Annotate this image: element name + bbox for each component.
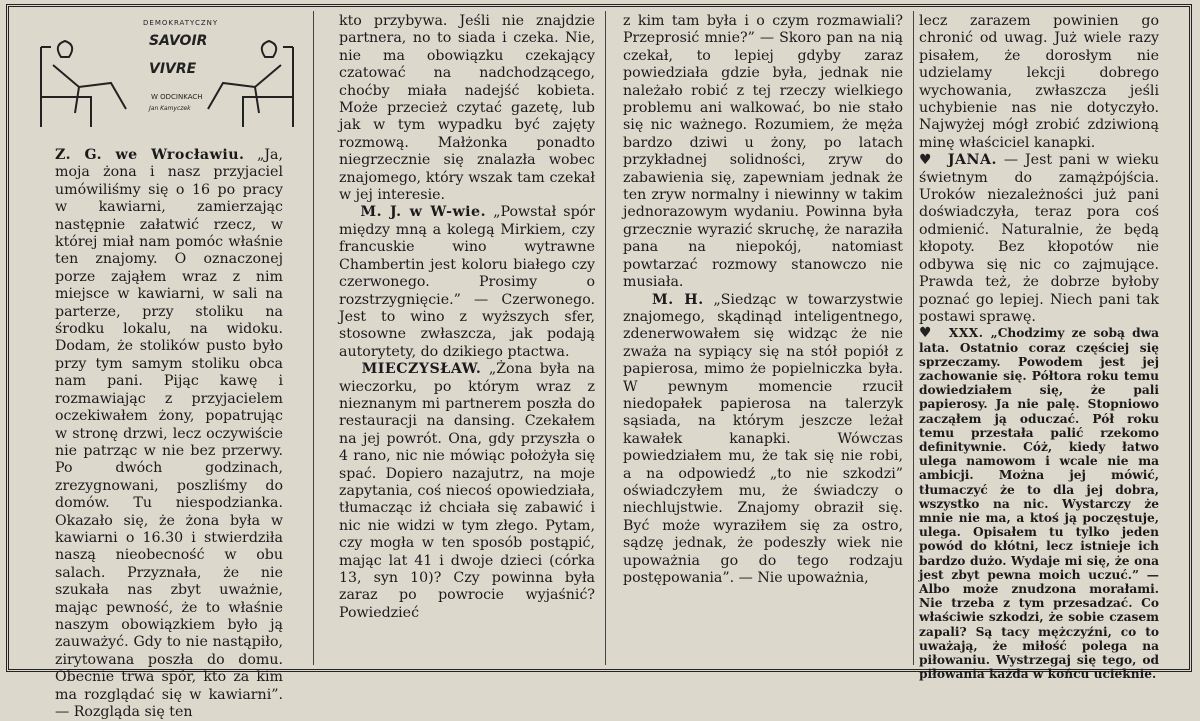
column-4	[919, 13, 1159, 682]
letter-body: „Żona była na wieczorku, po którym wraz z nieznanym mi partnerem poszła do restauracji na dansing. Czekałem na jej powrót. Ona, gdy przyszła o 4 rano, nic nie mówiąc położyła się spać. Dopiero nazajutrz, na moje zapytania, coś niecoś opowiedziała, tłumacząc iż chciała się zabawić i nic nie widzi w tym złego. Pytam, czy mogła w ten sposób postąpić, mając lat 41 i dwoje dzieci (córka 13, syn 10)? Czy powinna była zaraz po powrocie wyjaśnić? Powiedzieć	[339, 361, 595, 621]
column-divider	[605, 11, 606, 665]
column-header-illustration	[31, 17, 301, 143]
letter-zg	[55, 147, 283, 721]
reply-continuation: z kim tam była i o czym rozmawiali? Przeprosić mnie?” — Skoro pan na nią czekał, to lepiej gdyby zaraz powiedziała gdzie była, jednak nie należało robić z tej rzeczy wielkiego problemu ani walkować, bo nie stało się nic ważnego. Rozumiem, że męża bardzo dziwi u żony, po latach przykładnej solidności, zryw do zabawienia się, zapewniam jednak że ten zryw normalny i niewinny w takim jednorazowym wydaniu. Powinna była grzecznie wyrazić skruchę, że naraziła pana na niepokój, natomiast powtarzać rozmowy stanowczo nie musiała.	[623, 13, 903, 291]
letter-mh	[623, 292, 903, 588]
letter-body: — Jest pani w wieku świetnym do zamążpójścia. Uroków niezależności już pani doświadczyła, teraz pora coś odmienić. Naturalnie, że będą kłopoty. Bez kłopotów nie odbywa się nic co zajmujące. Prawda też, że dobrze byłoby poznać go lepiej. Niech pani tak postawi sprawę.	[919, 152, 1159, 325]
letter-body: „Siedząc w towarzystwie znajomego, skądinąd inteligentnego, zdenerwowałem się widząc że nie zważa na sypiący się na stół popiół z papierosa, mimo że popielniczka była. W pewnym momencie rzucił niedopałek papierosa na talerzyk sąsiada, na którym jeszcze leżał kawałek kanapki. Wówczas powiedziałem mu, że tak się nie robi, a na odpowiedź „to nie szkodzi” oświadczyłem mu, że świadczy o niechlujstwie. Znajomy obraził się. Być może wyraziłem się za ostro, sądzę jednak, że podeszły wiek nie upoważnia go do tego rodzaju postępowania”. — Nie upoważnia,	[623, 291, 903, 586]
column-divider	[313, 11, 314, 665]
header-line-4: W ODCINKACH	[151, 93, 203, 101]
reply-continuation: kto przybywa. Jeśli nie znajdzie partnera, no to siada i czeka. Nie, nie ma obowiązku czekający czatować na nadchodzącego, choćby miała nadejść kobieta. Może przecież czytać gazetę, lub jak w tym wypadku być zajęty rozmową. Małżonka ponadto niegrzecznie się znalazła wobec znajomego, który wszak tam czekał w jej interesie.	[339, 13, 595, 204]
heart-icon: ♥	[919, 325, 935, 342]
header-line-1: DEMOKRATYCZNY	[143, 19, 219, 27]
newspaper-clipping	[6, 4, 1192, 720]
letter-mj	[339, 204, 595, 361]
letter-lead: M. J. w W-wie.	[360, 204, 487, 221]
column-divider	[913, 11, 914, 665]
header-author: Jan Kamyczek	[149, 105, 191, 112]
letter-lead: M. H.	[652, 291, 704, 308]
letter-lead: JANA.	[947, 152, 997, 169]
letter-mieczyslaw	[339, 361, 595, 622]
letter-lead: MIECZYSŁAW.	[361, 361, 482, 378]
letter-jana	[919, 152, 1159, 326]
heart-icon: ♥	[919, 152, 934, 169]
column-3	[623, 13, 903, 665]
letter-lead: Z. G. we Wrocławiu.	[55, 147, 245, 163]
letter-body: „Chodzimy ze sobą dwa lata. Ostatnio coraz częściej się sprzeczamy. Powodem jest jej zachowanie się. Półtora roku temu dowiedziałem się, że pali papierosy. Ja nie palę. Stopniowo zacząłem ją oduczać. Pół roku temu przestała palić rzekomo definitywnie. Cóż, kiedy łatwo ulega namowom i wcale nie ma ambicji. Można jej mówić, tłumaczyć że to dla jej dobra, wszystko na nic. Wystarczy że mnie nie ma, a ktoś ją poczęstuje, ulega. Opisałem tu tylko jeden powód do kłótni, lecz istnieje ich bardzo dużo. Wydaje mi się, że ona jest zbyt pewna moich uczuć.” — Albo może znudzona morałami. Nie trzeba z tym przesadzać. Co właściwie szkodzi, że sobie czasem zapali? Są tacy mężczyźni, co to uważają, że miłość polega na piłowaniu. Wystrzegaj się tego, od piłowania każda w końcu ucieknie.	[919, 326, 1159, 682]
reply-continuation: lecz zarazem powinien go chronić od uwag. Już wiele razy pisałem, że dorosłym nie udzielamy lekcji dobrego wychowania, zwłaszcza jeśli uchybienie nas nie dotyczyło. Najwyżej mógł zrobić zdziwioną minę właściciel kanapki.	[919, 13, 1159, 151]
column-1	[55, 147, 283, 720]
letter-lead: XXX.	[948, 326, 984, 341]
letter-body: „Powstał spór między mną a kolegą Mirkiem, czy francuskie wino wytrawne Chambertin jest koloru białego czy czerwonego. Prosimy o rozstrzygnięcie.” — Czerwonego. Jest to wino z wyższych sfer, stosowne zwłaszcza, jak podają autorytety, do dzikiego ptactwa.	[339, 204, 595, 360]
letter-body: „Ja, moja żona i nasz przyjaciel umówiliśmy się o 16 po pracy w kawiarni, zamierzając następnie załatwić rzecz, w której miał nam pomóc właśnie ten znajomy. O oznaczonej porze zająłem wraz z nim miejsce w kawiarni, w sali na parterze, przy stoliku na środku lokalu, na widoku. Dodam, że stolików pusto było przy tym samym stoliku obca nam pani. Pijąc kawę i rozmawiając z przyjacielem oczekiwałem żony, popatrując w stronę drzwi, lecz oczywiście nie patrząc w nie bez przerwy. Po dwóch godzinach, zrezygnowani, poszliśmy do domów. Tu niespodzianka. Okazało się, że żona była w kawiarni o 16.30 i stwierdziła naszą nieobecność w obu salach. Przyznała, że nie szukała nas zbyt uważnie, mając pewność, że to właśnie naszym obowiązkiem było ją zauważyć. Gdy to nie nastąpiło, zirytowana poszła do domu. Obecnie trwa spór, kto za kim ma rozglądać się w kawiarni”. — Rozgląda się ten	[55, 147, 283, 720]
header-line-3: VIVRE	[149, 61, 197, 77]
header-line-2: SAVOIR	[149, 33, 208, 49]
letter-xxx	[919, 326, 1159, 681]
column-2	[339, 13, 595, 665]
